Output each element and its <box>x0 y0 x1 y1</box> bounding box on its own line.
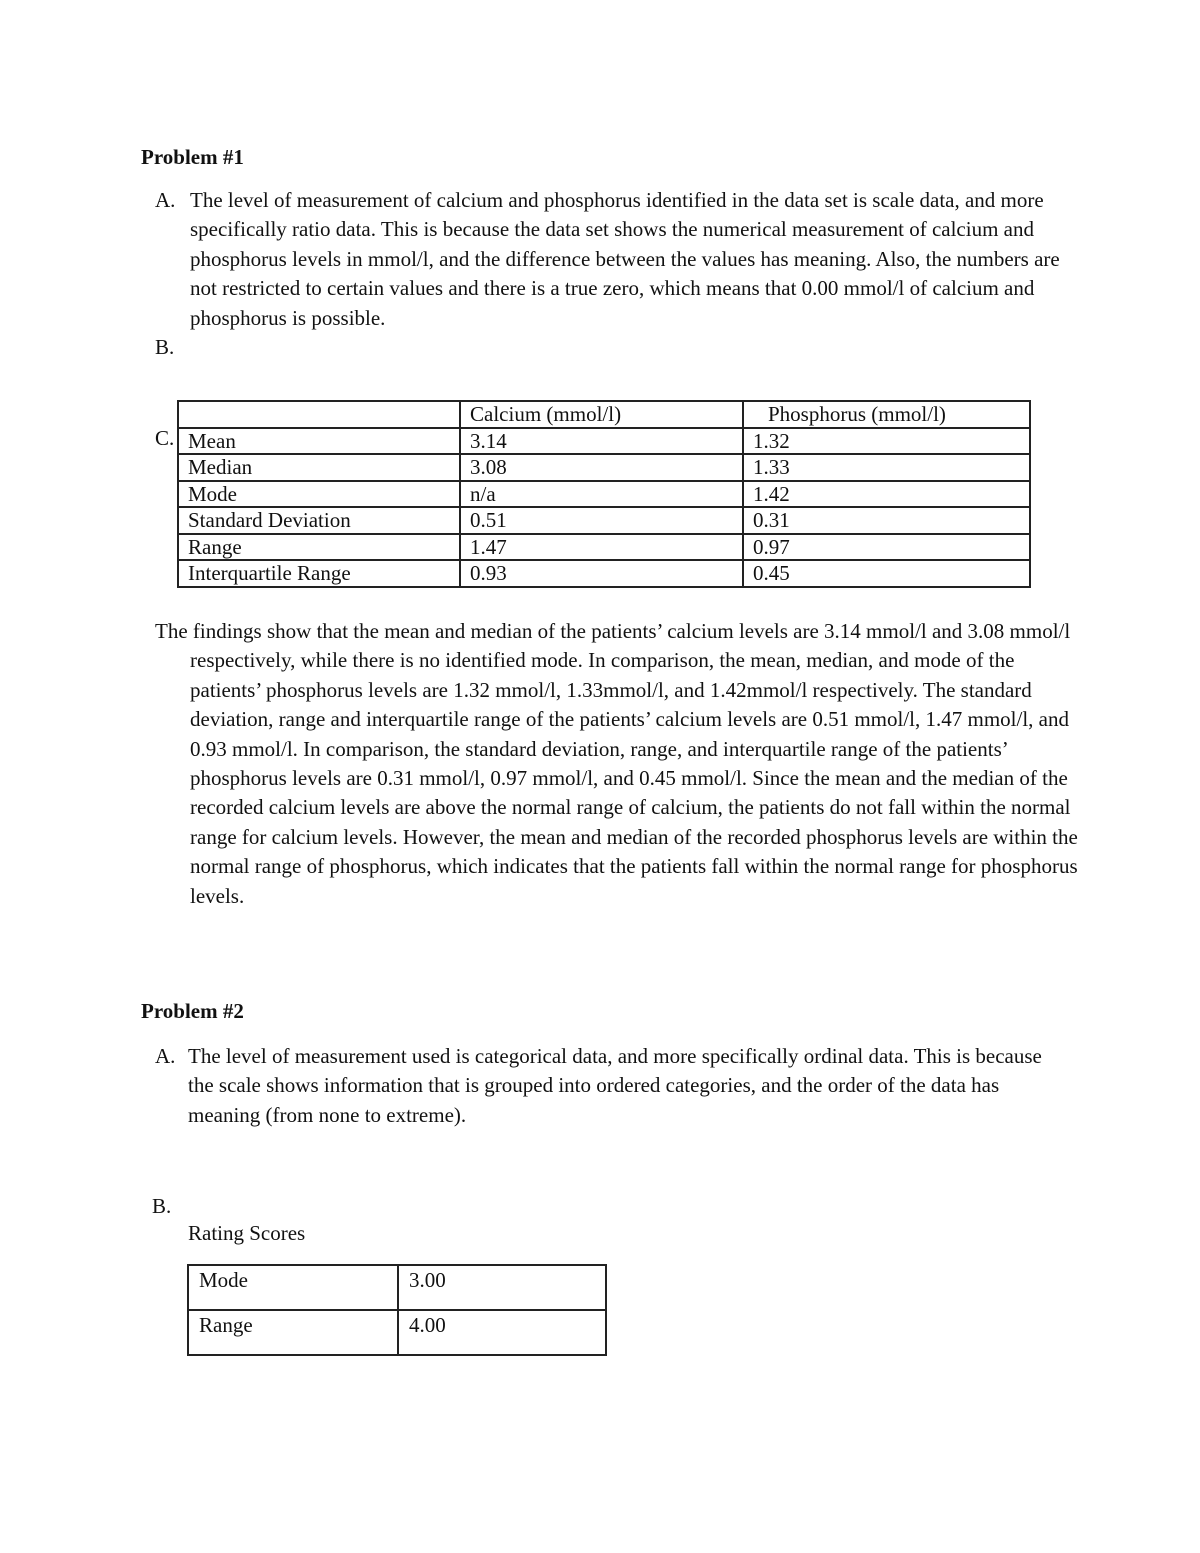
row-label: Median <box>178 454 460 481</box>
table-header-phosphorus: Phosphorus (mmol/l) <box>743 401 1030 428</box>
phosphorus-value: 1.33 <box>743 454 1030 481</box>
table-row <box>188 1310 606 1355</box>
table-row <box>178 481 1030 508</box>
row-label: Mode <box>178 481 460 508</box>
findings-paragraph: The findings show that the mean and median of the patients’ calcium levels are 3.14 mmol/l and 3.08 mmol/l respectively, while there is no identified mode. In comparison, the mean, median, and mode of the patients’ phosphorus levels are 1.32 mmol/l, 1.33mmol/l, and 1.42mmol/l respectively. The standard deviation, range and interquartile range of the patients’ calcium levels are 0.51 mmol/l, 1.47 mmol/l, and 0.93 mmol/l. In comparison, the standard deviation, range, and interquartile range of the patients’ phosphorus levels are 0.31 mmol/l, 0.97 mmol/l, and 0.45 mmol/l. Since the mean and the median of the recorded calcium levels are above the normal range of calcium, the patients do not fall within the normal range for calcium levels. However, the mean and median of the recorded phosphorus levels are within the normal range of phosphorus, which indicates that the patients fall within the normal range for phosphorus levels. <box>155 619 1078 908</box>
row-label: Standard Deviation <box>178 507 460 534</box>
calcium-value: n/a <box>460 481 743 508</box>
problem-2-heading: Problem #2 <box>141 999 244 1023</box>
row-label: Range <box>178 534 460 561</box>
phosphorus-value: 0.97 <box>743 534 1030 561</box>
row-label: Mean <box>178 428 460 455</box>
table-row <box>178 428 1030 455</box>
calcium-value: 3.08 <box>460 454 743 481</box>
row-label: Range <box>188 1310 398 1355</box>
rating-scores-table <box>187 1264 607 1356</box>
phosphorus-value: 0.31 <box>743 507 1030 534</box>
problem-1-part-c-marker: C. <box>155 426 175 450</box>
problem-1-heading: Problem #1 <box>141 145 244 169</box>
table-row <box>188 1265 606 1310</box>
rating-scores-caption: Rating Scores <box>188 1221 306 1245</box>
table-header-cell <box>178 401 460 428</box>
row-value: 4.00 <box>398 1310 606 1355</box>
row-value: 3.00 <box>398 1265 606 1310</box>
problem-1-part-b-marker: B. <box>155 335 175 359</box>
calcium-value: 1.47 <box>460 534 743 561</box>
problem-1-part-a-marker: A. <box>155 188 176 212</box>
problem-1-part-a-text: The level of measurement of calcium and phosphorus identified in the data set is scale data, and more specifically ratio data. This is because the data set shows the numerical measurement of calcium and phosphorus levels in mmol/l, and the difference between the values has meaning. Also, the numbers are not restricted to certain values and there is a true zero, which means that 0.00 mmol/l of calcium and phosphorus is possible. <box>190 188 1060 330</box>
calcium-value: 0.93 <box>460 560 743 587</box>
table-row <box>178 560 1030 587</box>
table-row <box>178 507 1030 534</box>
table-row <box>178 454 1030 481</box>
phosphorus-value: 1.42 <box>743 481 1030 508</box>
calcium-value: 0.51 <box>460 507 743 534</box>
statistics-table <box>177 400 1031 588</box>
table-header-row <box>178 401 1030 428</box>
problem-2-part-a-text: The level of measurement used is categorical data, and more specifically ordinal data. This is because the scale shows information that is grouped into ordered categories, and the order of the data has meaning (from none to extreme). <box>188 1044 1042 1127</box>
row-label: Interquartile Range <box>178 560 460 587</box>
phosphorus-value: 1.32 <box>743 428 1030 455</box>
table-row <box>178 534 1030 561</box>
problem-2-part-b-marker: B. <box>152 1194 172 1218</box>
phosphorus-value: 0.45 <box>743 560 1030 587</box>
row-label: Mode <box>188 1265 398 1310</box>
problem-2-part-a-marker: A. <box>155 1044 176 1068</box>
table-header-calcium: Calcium (mmol/l) <box>460 401 743 428</box>
calcium-value: 3.14 <box>460 428 743 455</box>
